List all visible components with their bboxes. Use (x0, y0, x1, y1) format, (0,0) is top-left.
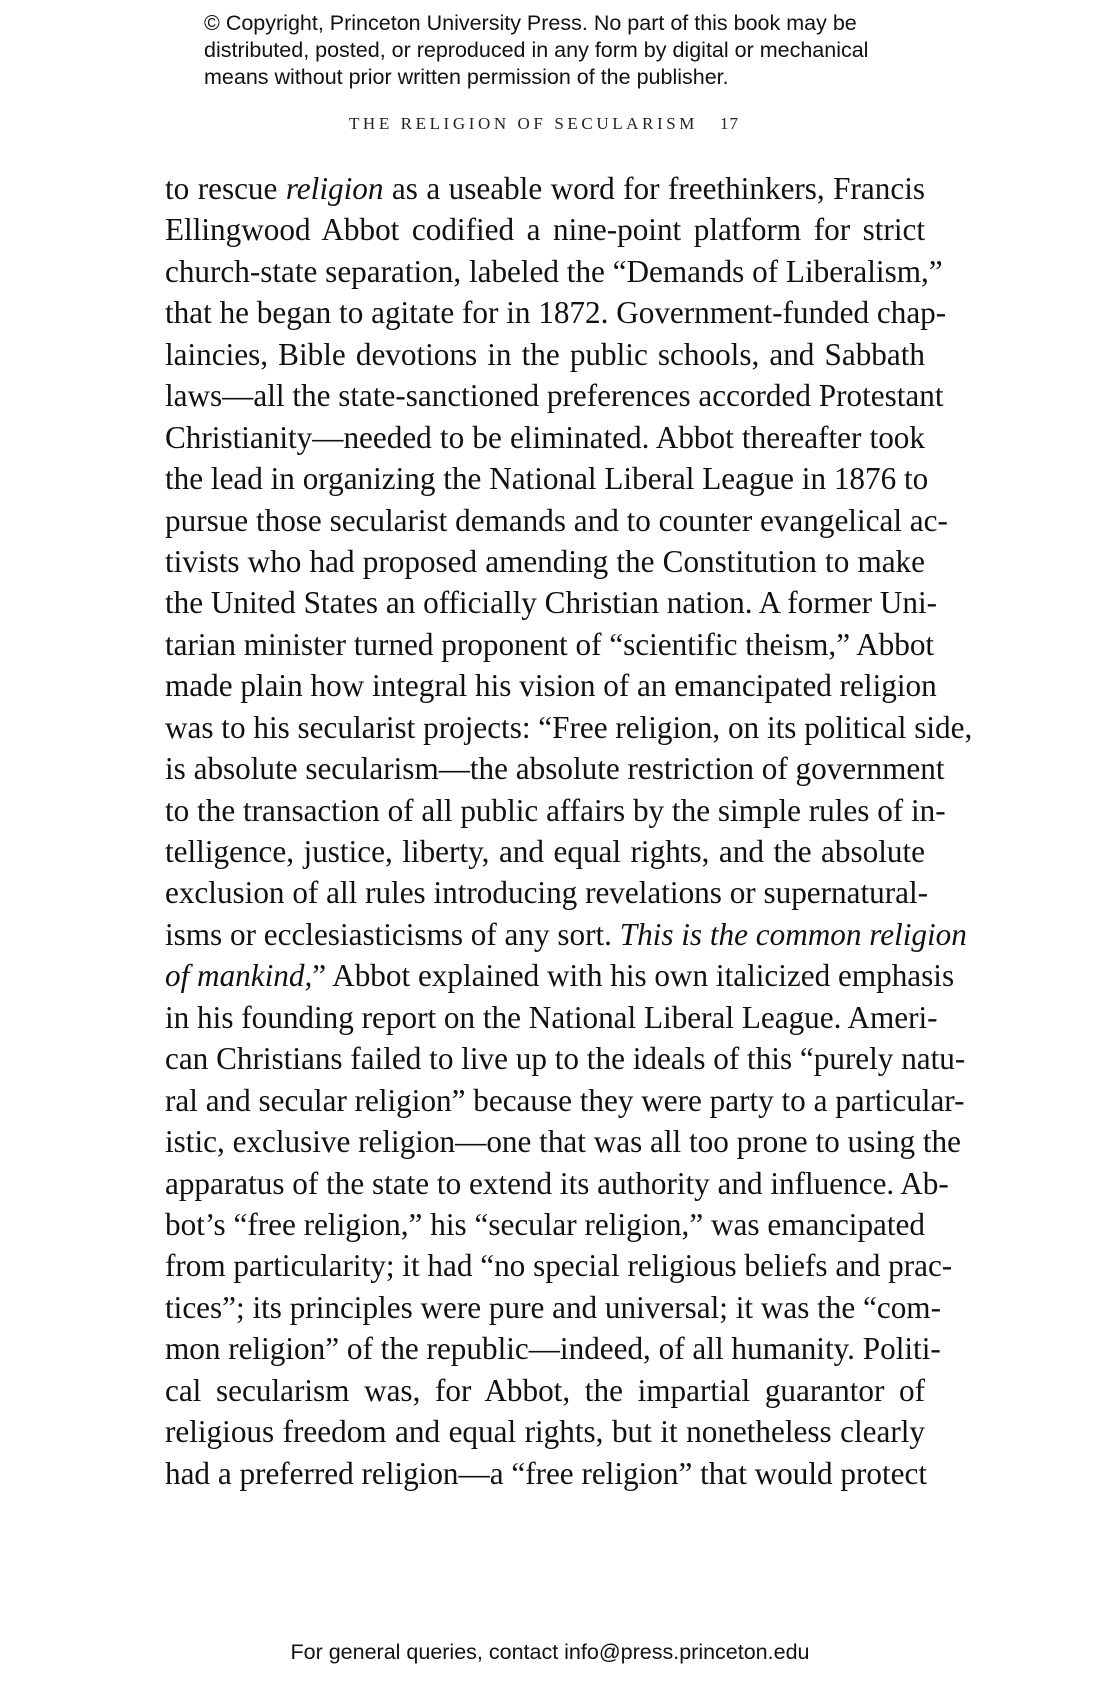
text-line: tices”; its principles were pure and universal; it was the “com- (165, 1289, 941, 1325)
text-line: telligence, justice, liberty, and equal rights, and the absolute (165, 834, 925, 869)
text-line: laincies, Bible devotions in the public schools, and Sabbath (165, 336, 925, 372)
text-line: bot’s “free religion,” his “secular religion,” was emancipated (165, 1206, 925, 1242)
text-line: from particularity; it had “no special religious beliefs and prac- (165, 1248, 953, 1284)
italic-emphasis: religion (285, 171, 384, 206)
text-line: to the transaction of all public affairs by the simple rules of in- (165, 792, 946, 828)
copyright-line: © Copyright, Princeton University Press. No part of this book may be (204, 11, 857, 35)
text-line: laws—all the state-sanctioned preferences accorded Protestant (165, 378, 944, 414)
italic-emphasis: of mankind, (165, 958, 313, 994)
text-line: was to his secularist projects: “Free religion, on its political side, (165, 709, 973, 745)
text-line: tivists who had proposed amending the Constitution to make (165, 543, 925, 579)
running-head-title: THE RELIGION OF SECULARISM (348, 114, 699, 133)
text-line: istic, exclusive religion—one that was all too prone to using the (165, 1124, 961, 1160)
text-line: made plain how integral his vision of an emancipated religion (165, 668, 937, 704)
text-line: of mankind,” Abbot explained with his own italicized emphasis (165, 958, 955, 994)
body-text (165, 168, 973, 1494)
text-line: is absolute secularism—the absolute restriction of government (165, 751, 945, 787)
text-line: exclusion of all rules introducing revelations or supernatural- (165, 875, 928, 911)
italic-emphasis: This is the common religion (619, 916, 967, 952)
page-number: 17 (720, 114, 740, 133)
running-head (164, 114, 924, 134)
text-line: had a preferred religion—a “free religion” that would protect (165, 1455, 928, 1491)
text-line: the lead in organizing the National Liberal League in 1876 to (165, 461, 929, 497)
text-line: ral and secular religion” because they were party to a particular- (165, 1082, 965, 1118)
footer-contact: For general queries, contact info@press.princeton.edu (290, 1640, 810, 1664)
text-line: in his founding report on the National Liberal League. Ameri- (165, 999, 938, 1035)
copyright-line: means without prior written permission of the publisher. (204, 65, 729, 89)
text-line: tarian minister turned proponent of “scientific theism,” Abbot (165, 626, 935, 662)
copyright-notice (204, 10, 964, 91)
text-line: to rescue religion as a useable word for freethinkers, Francis (165, 171, 925, 206)
copyright-line: distributed, posted, or reproduced in any form by digital or mechanical (204, 38, 869, 62)
text-line: the United States an officially Christian nation. A former Uni- (165, 585, 938, 621)
text-line: isms or ecclesiasticisms of any sort. This is the common religion (165, 916, 967, 952)
text-line: pursue those secularist demands and to counter evangelical ac- (165, 502, 948, 538)
text-line: church-state separation, labeled the “Demands of Liberalism,” (165, 253, 943, 289)
text-line: mon religion” of the republic—indeed, of all humanity. Politi- (165, 1331, 941, 1367)
text-line: religious freedom and equal rights, but it nonetheless clearly (165, 1414, 925, 1450)
text-line: cal secularism was, for Abbot, the impartial guarantor of (165, 1372, 925, 1408)
text-line: that he began to agitate for in 1872. Government-funded chap- (165, 295, 947, 331)
text-line: can Christians failed to live up to the ideals of this “purely natu- (165, 1041, 966, 1077)
text-line: apparatus of the state to extend its authority and influence. Ab- (165, 1165, 949, 1201)
text-line: Christianity—needed to be eliminated. Abbot thereafter took (165, 419, 925, 455)
text-line: Ellingwood Abbot codified a nine-point platform for strict (165, 212, 925, 248)
